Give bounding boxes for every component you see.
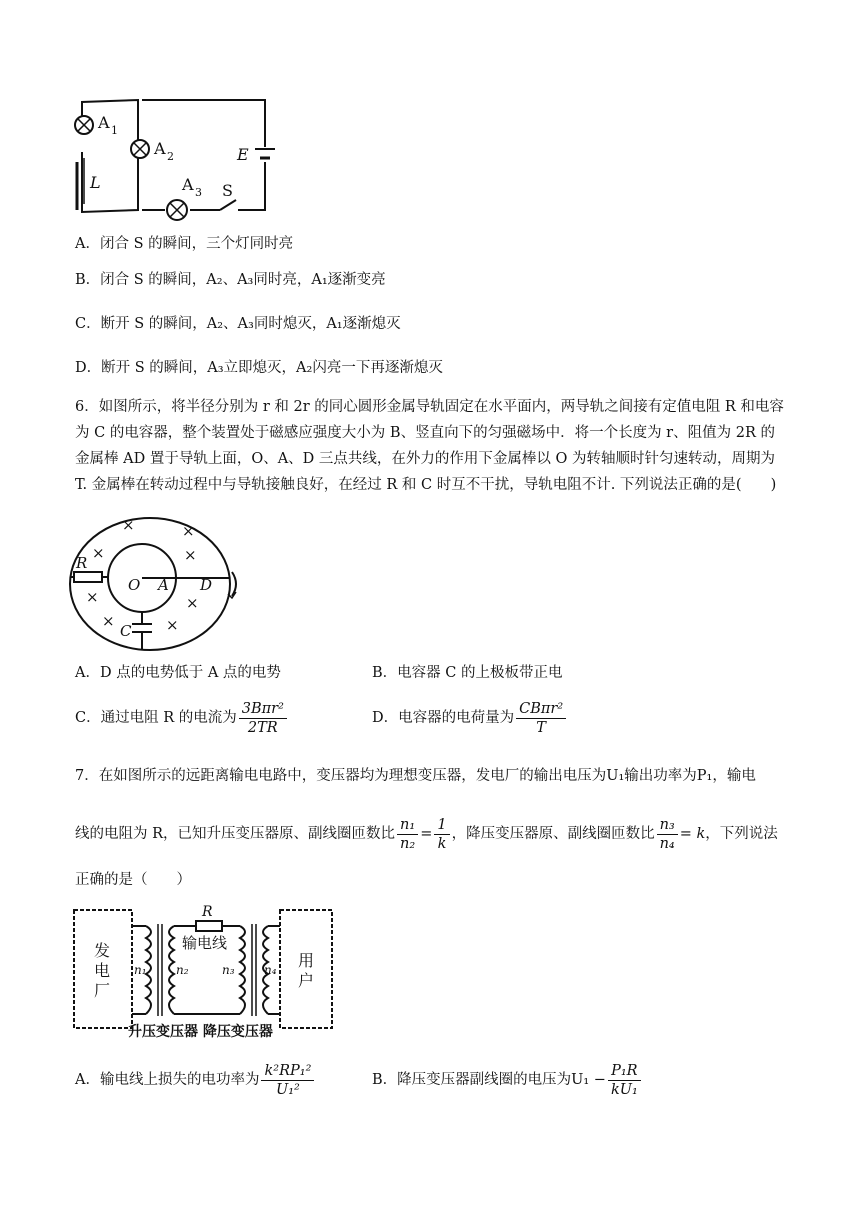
- q7-stem-line-2: 线的电阻为 R，已知升压变压器原、副线圈匝数比 $\frac{\text{n₁}}{\text{n₂}}$ = $\frac{1}{k}$ ，降压变压器原、副线圈匝数比 $\frac{\text{n₃}}{\text{n₄}}$ = k，下列说法: [75, 816, 778, 852]
- label-a1: A: [98, 113, 110, 132]
- svg-text:户: 户: [298, 971, 315, 990]
- svg-text:×: ×: [92, 544, 105, 562]
- fraction-charge: $\frac{\text{CBπr²}}{T}$: [516, 700, 566, 737]
- circuit-diagram-lamps: [70, 92, 290, 222]
- svg-text:n₃: n₃: [222, 963, 235, 977]
- ratio-step-up: $\frac{\text{n₁}}{\text{n₂}}$: [397, 816, 418, 853]
- q7-stem-line-1: 7．在如图所示的远距离输电电路中，变压器均为理想变压器，发电厂的输出电压为U₁输出功率为P₁，输电: [75, 768, 756, 784]
- transformer-caption: 升压变压器 降压变压器: [128, 1024, 273, 1040]
- label-inductor: L: [90, 173, 101, 192]
- label-battery: E: [237, 145, 249, 164]
- q6-stem-line-4: T. 金属棒在转动过程中与导轨接触良好，在经过 R 和 C 时互不干扰，导轨电阻不计. 下列说法正确的是( ): [75, 477, 777, 493]
- fraction-power-loss: $\frac{\text{k²RP₁²}}{\text{U₁²}}$: [261, 1062, 314, 1099]
- fraction-current: $\frac{\text{3Bπr²}}{2TR}$: [239, 700, 287, 737]
- svg-text:n₁: n₁: [134, 963, 147, 977]
- q6-option-b: B．电容器 C 的上极板带正电: [372, 665, 563, 681]
- q5-option-a: A．闭合 S 的瞬间，三个灯同时亮: [75, 236, 294, 252]
- svg-text:电: 电: [94, 961, 111, 980]
- svg-text:×: ×: [186, 594, 199, 612]
- svg-text:n₄: n₄: [264, 963, 277, 977]
- q6-stem-line-3: 金属棒 AD 置于导轨上面，O、A、D 三点共线，在外力的作用下金属棒以 O 为转轴顺时针匀速转动，周期为: [75, 451, 776, 467]
- svg-text:发: 发: [94, 941, 111, 960]
- svg-text:×: ×: [166, 616, 179, 634]
- q6-option-a: A．D 点的电势低于 A 点的电势: [75, 665, 281, 681]
- svg-text:用: 用: [298, 951, 315, 970]
- label-line-r: R: [202, 904, 213, 920]
- svg-text:3: 3: [195, 186, 202, 199]
- svg-text:×: ×: [182, 522, 195, 540]
- q7-stem-line-3: 正确的是（ ）: [75, 872, 191, 888]
- svg-text:×: ×: [102, 612, 115, 630]
- label-r: R: [76, 554, 88, 572]
- label-d: D: [200, 576, 213, 594]
- label-switch: S: [222, 181, 233, 200]
- svg-text:×: ×: [122, 516, 135, 534]
- q5-option-b: B．闭合 S 的瞬间，A₂、A₃同时亮，A₁逐渐变亮: [75, 272, 386, 288]
- q6-option-c: C．通过电阻 R 的电流为 $\frac{\text{3Bπr²}}{2TR}$: [75, 698, 289, 738]
- concentric-rails-diagram: [62, 514, 247, 654]
- svg-text:×: ×: [184, 546, 197, 564]
- svg-text:×: ×: [86, 588, 99, 606]
- label-a2: A: [154, 139, 166, 158]
- svg-text:2: 2: [167, 150, 174, 163]
- label-transmission-line: 输电线: [182, 934, 228, 952]
- q7-option-a: A．输电线上损失的电功率为 $\frac{\text{k²RP₁²}}{\text{U₁²}}$: [75, 1058, 316, 1102]
- svg-text:n₂: n₂: [176, 963, 189, 977]
- ratio-step-down: $\frac{\text{n₃}}{\text{n₄}}$: [657, 816, 678, 853]
- q6-stem-line-2: 为 C 的电容器，整个装置处于磁感应强度大小为 B、竖直向下的匀强磁场中．将一个长度为 r、阻值为 2R 的: [75, 425, 775, 441]
- ratio-one-over-k: $\frac{1}{k}$: [434, 816, 449, 853]
- q6-option-d: D．电容器的电荷量为 $\frac{\text{CBπr²}}{T}$: [372, 698, 568, 738]
- svg-text:厂: 厂: [94, 981, 111, 1000]
- q6-stem-line-1: 6．如图所示，将半径分别为 r 和 2r 的同心圆形金属导轨固定在水平面内，两导轨之间接有定值电阻 R 和电容: [75, 399, 784, 415]
- svg-text:1: 1: [111, 124, 118, 137]
- power-transmission-diagram: [70, 904, 340, 1040]
- q5-option-d: D．断开 S 的瞬间，A₃立即熄灭，A₂闪亮一下再逐渐熄灭: [75, 360, 443, 376]
- label-a3: A: [182, 175, 194, 194]
- fraction-voltage: $\frac{\text{P₁R}}{\text{kU₁}}$: [608, 1062, 641, 1099]
- label-c: C: [120, 622, 132, 640]
- q7-option-b: B．降压变压器副线圈的电压为U₁ − $\frac{\text{P₁R}}{\text{kU₁}}$: [372, 1058, 643, 1102]
- label-a: A: [158, 576, 169, 594]
- q5-option-c: C．断开 S 的瞬间，A₂、A₃同时熄灭，A₁逐渐熄灭: [75, 316, 401, 332]
- label-o: O: [128, 576, 141, 594]
